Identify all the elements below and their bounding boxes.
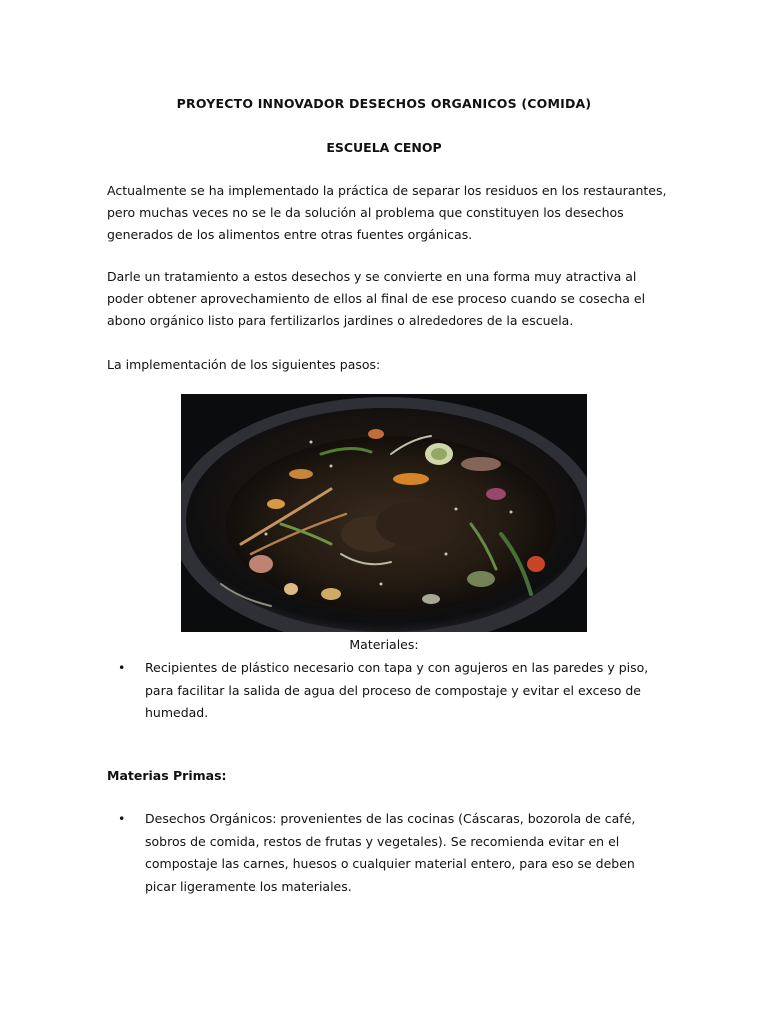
compost-photo <box>181 394 587 632</box>
materias-item-text: Desechos Orgánicos: provenientes de las cocinas (Cáscaras, bozorola de café, sobros de comida, restos de frutas y vegetales). Se recomienda evitar en el compostaje las carnes, huesos o cualquier material entero, para eso se deben picar ligeramente los materiales. <box>145 811 636 894</box>
document-subtitle: ESCUELA CENOP <box>326 140 442 155</box>
materials-item-text: Recipientes de plástico necesario con tapa y con agujeros en las paredes y piso, para facilitar la salida de agua del proceso de compostaje y evitar el exceso de humedad. <box>145 660 649 720</box>
paragraph-intro: Actualmente se ha implementado la práctica de separar los residuos en los restaurantes, pero muchas veces no se le da solución al problema que constituyen los desechos generados de los alimentos entre otras fuentes orgánicas. <box>107 183 667 242</box>
compost-photo-graphic <box>181 394 587 632</box>
document-title: PROYECTO INNOVADOR DESECHOS ORGANICOS (COMIDA) <box>176 96 592 111</box>
paragraph-steps: La implementación de los siguientes pasos: <box>107 357 381 372</box>
figure-caption: Materiales: <box>349 637 419 652</box>
materias-primas-heading: Materias Primas: <box>107 768 227 783</box>
paragraph-treatment: Darle un tratamiento a estos desechos y se convierte en una forma muy atractiva al poder obtener aprovechamiento de ellos al final de ese proceso cuando se cosecha el abono orgánico listo para fertilizarlos jardines o alrededores de la escuela. <box>107 269 646 328</box>
bullet-icon: • <box>118 660 126 675</box>
bullet-icon: • <box>118 811 126 826</box>
